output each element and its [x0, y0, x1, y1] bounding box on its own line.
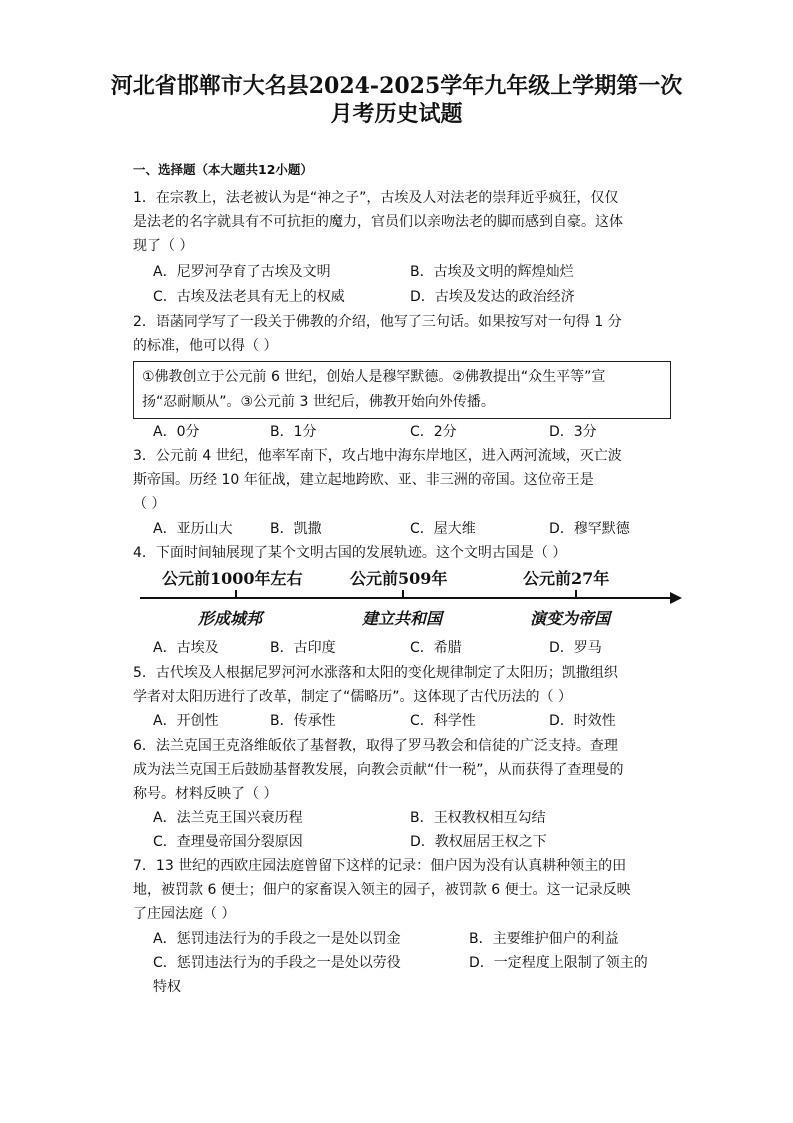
timeline-date: 公元前27年 [523, 569, 610, 588]
timeline-date: 公元前509年 [350, 569, 448, 588]
q1-option-b[interactable]: B．古埃及文明的辉煌灿烂 [410, 264, 574, 280]
question-4-line: 4．下面时间轴展现了某个文明古国的发展轨迹。这个文明古国是（ ） [133, 545, 567, 561]
question-5 [133, 661, 673, 709]
question-6-line: 6．法兰克国王克洛维皈依了基督教，取得了罗马教会和信徒的广泛支持。查理 [133, 738, 618, 754]
q5-option-b[interactable]: B．传承性 [270, 713, 336, 729]
question-2-line: 2．语菡同学写了一段关于佛教的介绍，他写了三句话。如果按写对一句得 1 分 [133, 314, 622, 330]
q3-option-a[interactable]: A．亚历山大 [153, 521, 233, 537]
q5-option-c[interactable]: C．科学性 [410, 713, 476, 729]
q1-option-c[interactable]: C．古埃及法老具有无上的权威 [153, 289, 345, 305]
question-3-line: 斯帝国。历经 10 年征战，建立起地跨欧、亚、非三洲的帝国。这位帝王是 [133, 472, 594, 488]
q3-option-c[interactable]: C．屋大维 [410, 521, 476, 537]
question-2-line: 的标准，他可以得（ ） [133, 338, 278, 354]
q7-option-d-continued: 特权 [153, 979, 181, 995]
q7-option-b[interactable]: B．主要维护佃户的利益 [469, 931, 619, 947]
q1-option-a[interactable]: A．尼罗河孕育了古埃及文明 [153, 264, 331, 280]
question-7 [133, 854, 673, 926]
q2-option-a[interactable]: A．0分 [153, 424, 200, 440]
q4-option-a[interactable]: A．古埃及 [153, 640, 219, 656]
question-3-line: 3．公元前 4 世纪，他率军南下，攻占地中海东岸地区，进入两河流域，灭亡波 [133, 448, 622, 464]
q3-option-b[interactable]: B．凯撒 [270, 521, 322, 537]
q4-timeline [140, 566, 685, 632]
question-3 [133, 444, 673, 516]
q4-option-b[interactable]: B．古印度 [270, 640, 336, 656]
question-7-line: 7．13 世纪的西欧庄园法庭曾留下这样的记录：佃户因为没有认真耕种领主的田 [133, 858, 627, 874]
question-4 [133, 541, 673, 565]
timeline-date: 公元前1000年左右 [162, 569, 303, 588]
timeline-event: 建立共和国 [362, 609, 443, 628]
question-5-line: 5．古代埃及人根据尼罗河河水涨落和太阳的变化规律制定了太阳历；凯撒组织 [133, 665, 618, 681]
question-1-line: 是法老的名字就具有不可抗拒的魔力，官员们以亲吻法老的脚而感到自豪。这体 [133, 214, 623, 230]
q6-option-b[interactable]: B．王权教权相互勾结 [410, 810, 546, 826]
q1-option-d[interactable]: D．古埃及发达的政治经济 [410, 289, 575, 305]
exam-title-line1: 河北省邯郸市大名县2024-2025学年九年级上学期第一次 [110, 73, 683, 99]
q5-option-a[interactable]: A．开创性 [153, 713, 219, 729]
q4-option-d[interactable]: D．罗马 [549, 640, 602, 656]
question-1-line: 现了（ ） [133, 238, 194, 254]
timeline-event: 演变为帝国 [530, 609, 611, 628]
question-6-line: 成为法兰克国王后鼓励基督教发展，向教会贡献“什一税”，从而获得了查理曼的 [133, 762, 624, 778]
q2-material-box [133, 361, 671, 419]
q2-option-c[interactable]: C．2分 [410, 424, 457, 440]
question-2 [133, 310, 673, 358]
q6-option-a[interactable]: A．法兰克王国兴衰历程 [153, 810, 303, 826]
q5-option-d[interactable]: D．时效性 [549, 713, 616, 729]
question-3-line: （ ） [133, 496, 166, 512]
q7-option-c[interactable]: C．惩罚违法行为的手段之一是处以劳役 [153, 955, 401, 971]
question-1 [133, 186, 673, 258]
section-heading: 一、选择题（本大题共12小题） [133, 162, 313, 177]
q4-option-c[interactable]: C．希腊 [410, 640, 462, 656]
question-7-line: 地，被罚款 6 便士；佃户的家畜误入领主的园子，被罚款 6 便士。这一记录反映 [133, 882, 631, 898]
q2-material-line: ①佛教创立于公元前 6 世纪，创始人是穆罕默德。②佛教提出“众生平等”宣 [142, 369, 606, 385]
q7-option-d[interactable]: D．一定程度上限制了领主的 [469, 955, 648, 971]
q3-option-d[interactable]: D．穆罕默德 [549, 521, 630, 537]
q7-option-a[interactable]: A．惩罚违法行为的手段之一是处以罚金 [153, 931, 401, 947]
q6-option-d[interactable]: D．教权屈居王权之下 [410, 834, 547, 850]
timeline-event: 形成城邦 [198, 609, 263, 628]
q6-option-c[interactable]: C．查理曼帝国分裂原因 [153, 834, 303, 850]
exam-title-line2: 月考历史试题 [330, 101, 463, 127]
q2-option-d[interactable]: D．3分 [549, 424, 597, 440]
q2-option-b[interactable]: B．1分 [270, 424, 317, 440]
question-6 [133, 734, 673, 806]
question-5-line: 学者对太阳历进行了改革，制定了“儒略历”。这体现了古代历法的（ ） [133, 689, 572, 705]
timeline-axis [140, 597, 672, 599]
question-7-line: 了庄园法庭（ ） [133, 906, 236, 922]
q2-material-line: 扬“忍耐顺从”。③公元前 3 世纪后，佛教开始向外传播。 [142, 394, 495, 410]
question-1-line: 1．在宗教上，法老被认为是“神之子”，古埃及人对法老的崇拜近乎疯狂，仅仅 [133, 190, 619, 206]
timeline-arrow-icon [670, 592, 682, 604]
question-6-line: 称号。材料反映了（ ） [133, 786, 278, 802]
